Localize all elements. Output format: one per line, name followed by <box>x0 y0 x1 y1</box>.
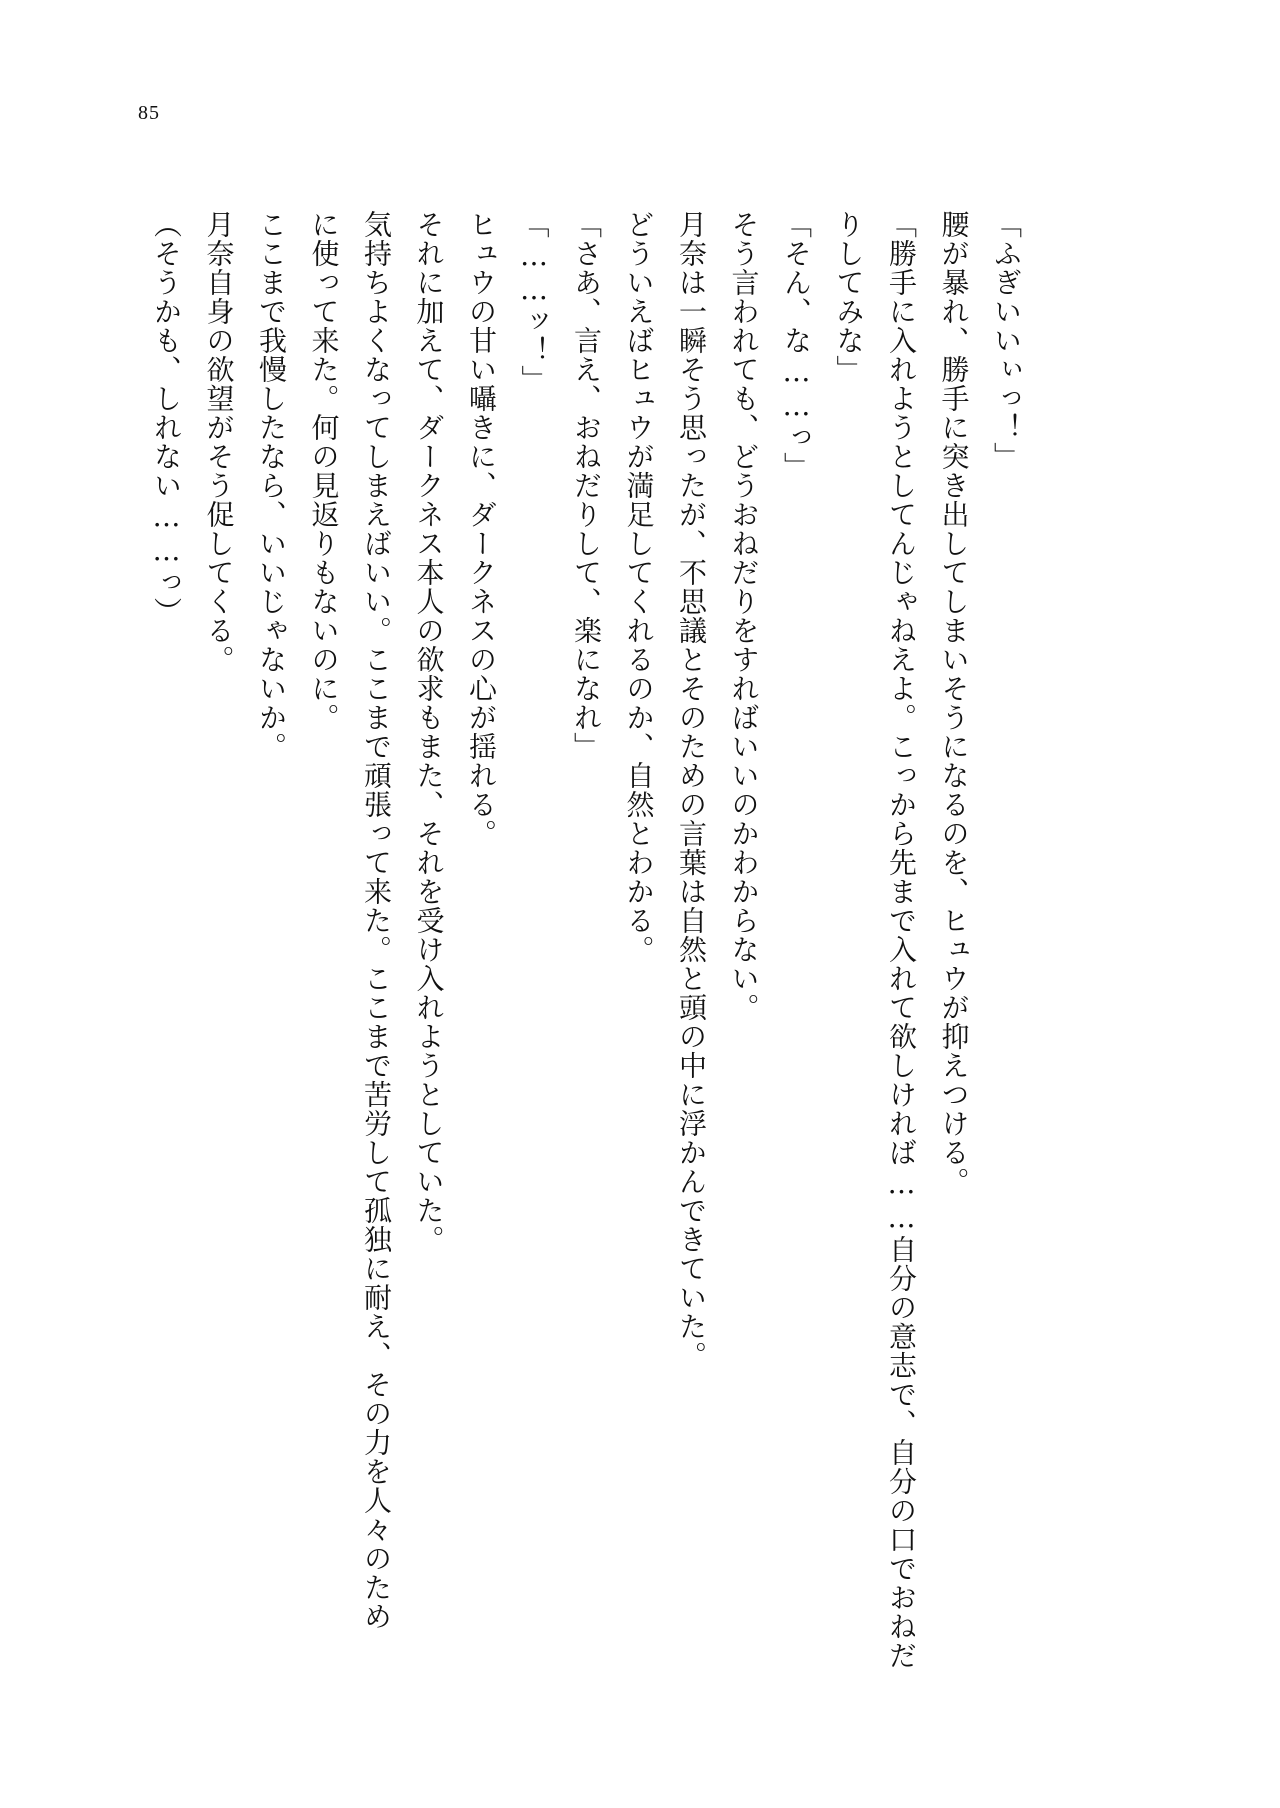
text-line: 月奈は一瞬そう思ったが、不思議とそのための言葉は自然と頭の中に浮かんできていた。 <box>675 210 708 1370</box>
text-line: 月奈自身の欲望がそう促してくる。 <box>202 210 236 674</box>
page-number: 85 <box>138 102 160 124</box>
text-line: 「勝手に入れようとしてんじゃねえよ。こっから先まで入れて欲しければ……自分の意志で、自分の口でおねだ <box>885 210 918 1670</box>
text-line: 腰が暴れ、勝手に突き出してしまいそうになるのを、ヒュウが抑えつける。 <box>937 210 971 1196</box>
text-line: 「ふぎいいぃっ！」 <box>990 210 1023 471</box>
text-line: 気持ちよくなってしまえばいい。ここまで頑張って来た。ここまで苦労して孤独に耐え、その力を人々のため <box>360 210 393 1631</box>
text-line: 「さあ、言え、おねだりして、楽になれ」 <box>570 210 603 761</box>
text-line: 「……ッ！」 <box>517 210 551 394</box>
text-line: りしてみな」 <box>832 210 866 384</box>
text-line: そう言われても、どうおねだりをすればいいのかわからない。 <box>727 210 761 1022</box>
text-line: ここまで我慢したなら、いいじゃないか。 <box>255 210 288 761</box>
text-line: 「そん、な……っ」 <box>780 210 813 481</box>
text-line: それに加えて、ダークネス本人の欲求もまた、それを受け入れようとしていた。 <box>412 210 446 1254</box>
text-line: ヒュウの甘い囁きに、ダークネスの心が揺れる。 <box>465 210 498 848</box>
body-text <box>140 210 1033 1710</box>
text-line: に使って来た。何の見返りもないのに。 <box>307 210 341 732</box>
text-line: どういえばヒュウが満足してくれるのか、自然とわかる。 <box>622 210 656 964</box>
text-line: （そうかも、しれない……っ） <box>150 210 183 626</box>
